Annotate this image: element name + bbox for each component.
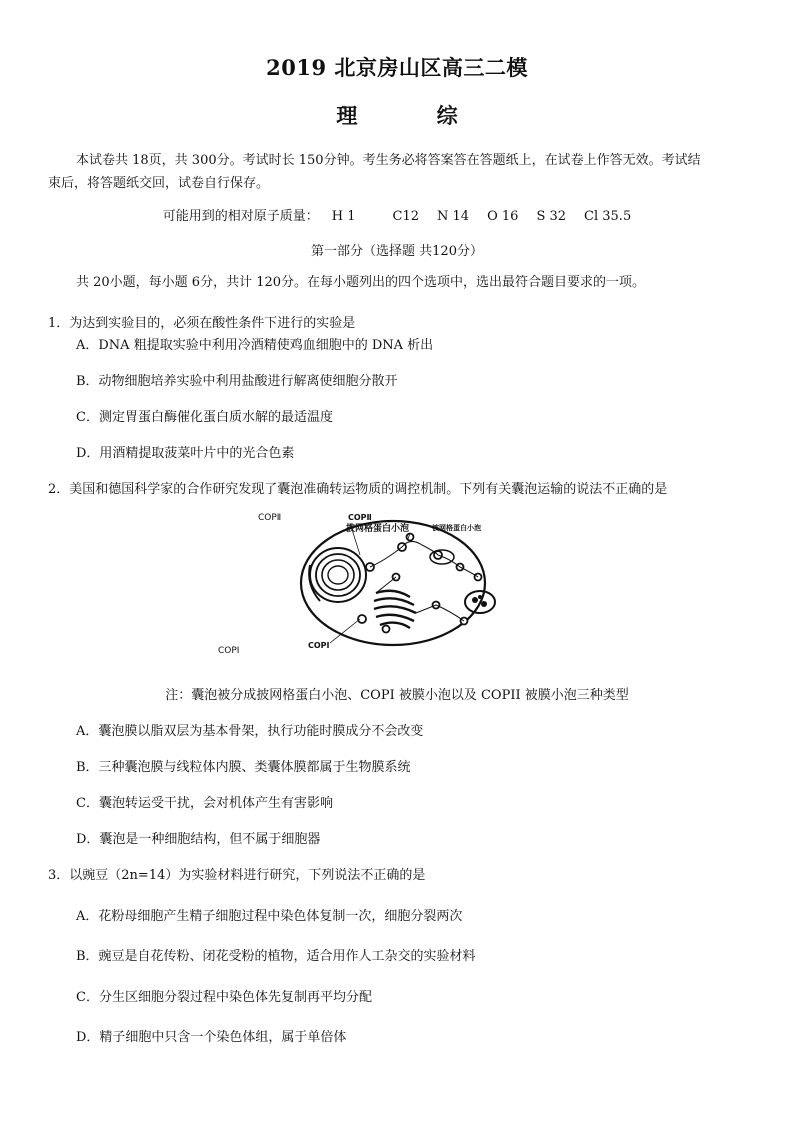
label-clathrin-vesicle-2: 被网格蛋白小泡 bbox=[432, 524, 481, 532]
question-1-stem: 1．为达到实验目的，必须在酸性条件下进行的实验是 bbox=[48, 316, 356, 331]
label-copii-top: COPⅡ bbox=[348, 513, 372, 522]
intro-line-1: 本试卷共 18页，共 300分。考试时长 150分钟。考生务必将答案答在答题纸上，在试卷上作答无效。考试结 bbox=[76, 153, 701, 168]
part-title: 第一部分（选择题 共120分） bbox=[311, 244, 483, 259]
transport-path bbox=[438, 555, 478, 577]
question-3-stem: 3．以豌豆（2n=14）为实验材料进行研究，下列说法不正确的是 bbox=[48, 868, 426, 883]
question-2-stem: 2．美国和德国科学家的合作研究发现了囊泡准确转运物质的调控机制。下列有关囊泡运输的说法不正确的是 bbox=[48, 482, 668, 497]
label-clathrin-vesicle-1: 披网格蛋白小泡 bbox=[346, 524, 410, 534]
atomic-mass-item: C12 bbox=[392, 209, 420, 224]
question-2-option-c: C．囊泡转运受干扰，会对机体产生有害影响 bbox=[76, 796, 333, 811]
intro-line-2: 束后，将答题纸交回，试卷自行保存。 bbox=[48, 176, 270, 191]
lysosome-content bbox=[472, 597, 478, 603]
atomic-mass-item: N 14 bbox=[437, 209, 470, 224]
question-1-option-a: A．DNA 粗提取实验中利用冷酒精使鸡血细胞中的 DNA 析出 bbox=[76, 338, 434, 353]
atomic-masses-label: 可能用到的相对原子质量： bbox=[162, 209, 319, 224]
atomic-mass-item: H 1 bbox=[331, 209, 356, 224]
vesicle bbox=[383, 626, 390, 633]
er-ring bbox=[328, 566, 348, 584]
question-3-option-b: B．豌豆是自花传粉、闭花受粉的植物，适合用作人工杂交的实验材料 bbox=[76, 949, 476, 964]
question-1-option-c: C．测定胃蛋白酶催化蛋白质水解的最适温度 bbox=[76, 410, 333, 425]
golgi-cisterna bbox=[376, 591, 410, 597]
question-2-option-a: A．囊泡膜以脂双层为基本骨架，执行功能时膜成分不会改变 bbox=[76, 724, 424, 739]
page-title: 2019 北京房山区高三二模 bbox=[266, 55, 528, 80]
lysosome-content bbox=[481, 601, 487, 607]
transport-path bbox=[370, 541, 438, 567]
nucleus-envelope bbox=[310, 548, 366, 602]
label-copii-left: COPⅡ bbox=[258, 513, 282, 523]
golgi-cisterna bbox=[374, 606, 416, 613]
question-2-option-d: D．囊泡是一种细胞结构，但不属于细胞器 bbox=[76, 832, 321, 847]
question-3-option-d: D．精子细胞中只含一个染色体组，属于单倍体 bbox=[76, 1030, 347, 1045]
label-copi-inner: COPⅠ bbox=[308, 641, 330, 650]
vesicle bbox=[358, 615, 366, 623]
vesicle-transport-diagram bbox=[210, 505, 540, 660]
question-3-option-c: C．分生区细胞分裂过程中染色体先复制再平均分配 bbox=[76, 990, 372, 1005]
question-1-option-d: D．用酒精提取菠菜叶片中的光合色素 bbox=[76, 446, 295, 461]
er-ring bbox=[322, 560, 354, 590]
golgi-cisterna bbox=[376, 615, 414, 621]
atomic-mass-item: Cl 35.5 bbox=[584, 209, 632, 224]
atomic-mass-item: S 32 bbox=[536, 209, 567, 224]
part-instructions: 共 20小题，每小题 6分，共计 120分。在每小题列出的四个选项中，选出最符合题目要求的一项。 bbox=[76, 275, 646, 290]
transport-path bbox=[416, 605, 464, 621]
golgi-cisterna bbox=[374, 598, 414, 605]
lysosome-content bbox=[478, 595, 482, 599]
vesicle bbox=[407, 534, 414, 541]
atomic-mass-item: O 16 bbox=[487, 209, 519, 224]
question-1-option-b: B．动物细胞培养实验中利用盐酸进行解离使细胞分散开 bbox=[76, 374, 398, 389]
figure-note: 注：囊泡被分成披网格蛋白小泡、COPI 被膜小泡以及 COPII 被膜小泡三种类型 bbox=[165, 688, 629, 703]
cell-membrane bbox=[301, 521, 485, 645]
label-copi-left: COPⅠ bbox=[218, 646, 240, 656]
question-2-option-b: B．三种囊泡膜与线粒体内膜、类囊体膜都属于生物膜系统 bbox=[76, 760, 411, 775]
atomic-masses bbox=[0, 205, 794, 224]
question-3-option-a: A．花粉母细胞产生精子细胞过程中染色体复制一次，细胞分裂两次 bbox=[76, 909, 463, 924]
page-subtitle: 理 综 bbox=[336, 103, 494, 128]
